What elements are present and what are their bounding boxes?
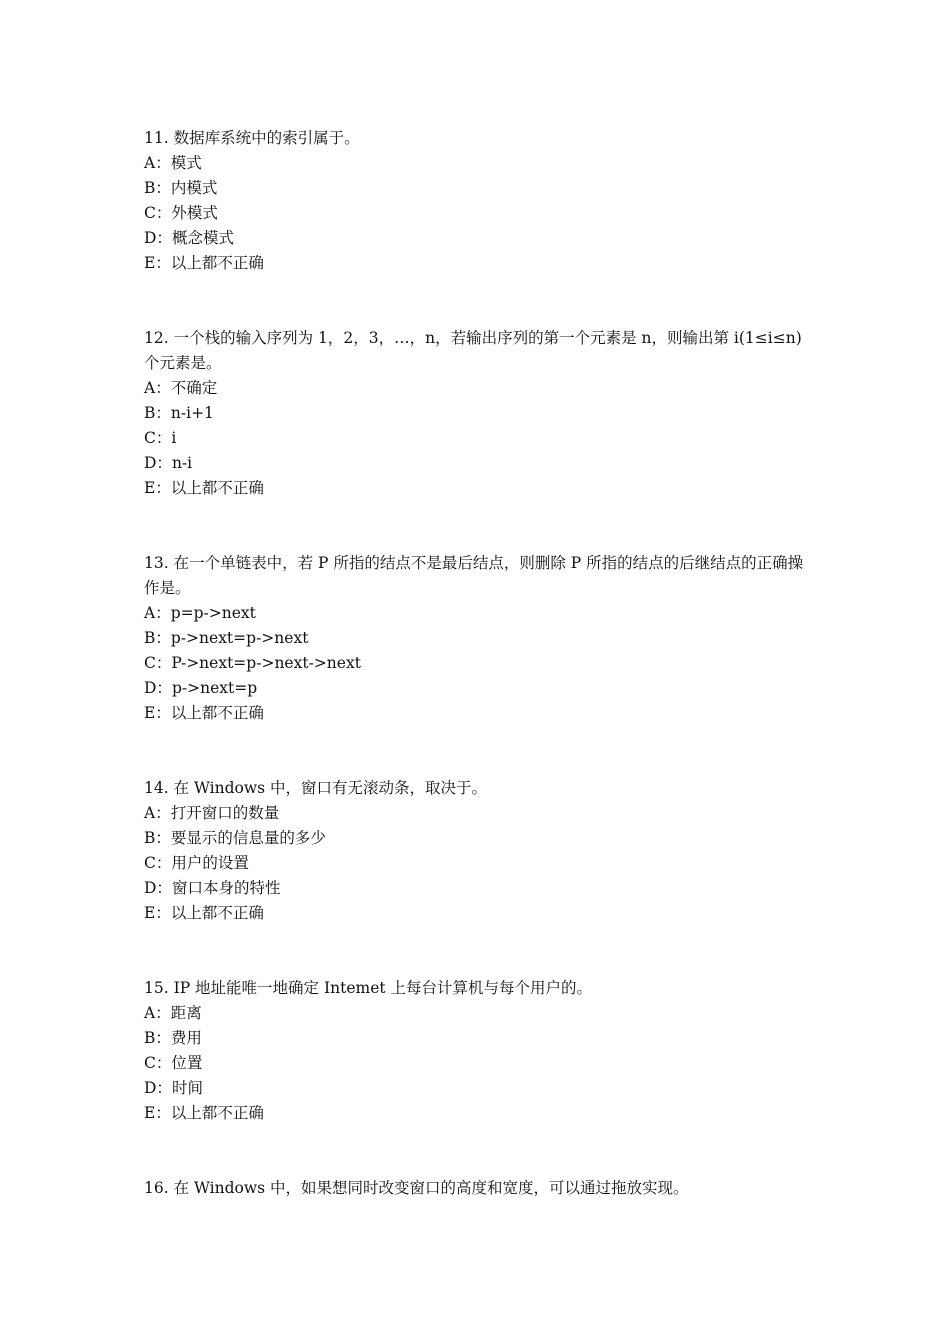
option-label: C： <box>144 429 172 447</box>
option-e <box>144 701 814 726</box>
option-a <box>144 1001 814 1026</box>
option-d <box>144 876 814 901</box>
option-label: D： <box>144 454 172 472</box>
option-label: E： <box>144 704 171 722</box>
option-e <box>144 251 814 276</box>
option-c <box>144 651 814 676</box>
option-e <box>144 476 814 501</box>
option-label: A： <box>144 379 171 397</box>
option-e <box>144 901 814 926</box>
option-text: 模式 <box>170 154 202 172</box>
option-label: D： <box>144 1079 172 1097</box>
option-text: 要显示的信息量的多少 <box>170 829 326 847</box>
option-text: 时间 <box>171 1079 203 1097</box>
option-d <box>144 226 814 251</box>
question-text: 11. 数据库系统中的索引属于。 <box>144 129 360 147</box>
option-label: E： <box>144 254 171 272</box>
option-b <box>144 1026 814 1051</box>
option-label: A： <box>144 604 171 622</box>
option-c <box>144 201 814 226</box>
option-d <box>144 676 814 701</box>
option-b <box>144 826 814 851</box>
option-text: 以上都不正确 <box>170 1104 264 1122</box>
option-label: B： <box>144 629 171 647</box>
question-text: 16. 在 Windows 中，如果想同时改变窗口的高度和宽度，可以通过拖放实现。 <box>144 1179 689 1197</box>
option-text: p->next=p <box>171 679 258 697</box>
option-b <box>144 176 814 201</box>
question-list <box>144 126 814 1201</box>
option-text: 以上都不正确 <box>170 704 264 722</box>
option-text: p=p->next <box>170 604 256 622</box>
option-text: 距离 <box>170 1004 202 1022</box>
option-label: C： <box>144 654 172 672</box>
option-label: B： <box>144 179 171 197</box>
option-c <box>144 851 814 876</box>
option-label: D： <box>144 879 172 897</box>
option-text: 打开窗口的数量 <box>170 804 280 822</box>
option-label: A： <box>144 1004 171 1022</box>
option-label: D： <box>144 679 172 697</box>
question-16 <box>144 1176 814 1201</box>
option-text: P->next=p->next->next <box>171 654 361 672</box>
option-text: i <box>171 429 177 447</box>
option-a <box>144 151 814 176</box>
option-label: B： <box>144 1029 171 1047</box>
option-a <box>144 601 814 626</box>
option-d <box>144 451 814 476</box>
question-11 <box>144 126 814 276</box>
option-text: 外模式 <box>171 204 218 222</box>
option-label: C： <box>144 1054 172 1072</box>
option-d <box>144 1076 814 1101</box>
option-label: D： <box>144 229 172 247</box>
option-text: 内模式 <box>170 179 218 197</box>
option-label: A： <box>144 154 171 172</box>
question-13 <box>144 551 814 726</box>
option-a <box>144 801 814 826</box>
option-text: 费用 <box>170 1029 202 1047</box>
option-text: 用户的设置 <box>171 854 249 872</box>
option-label: E： <box>144 1104 171 1122</box>
option-b <box>144 626 814 651</box>
option-text: 位置 <box>171 1054 203 1072</box>
option-b <box>144 401 814 426</box>
question-text: 12. 一个栈的输入序列为 1，2，3，…，n，若输出序列的第一个元素是 n，则输出第 i(1≤i≤n)个元素是。 <box>144 329 802 372</box>
option-label: E： <box>144 479 171 497</box>
option-e <box>144 1101 814 1126</box>
option-label: B： <box>144 829 171 847</box>
option-text: 不确定 <box>170 379 218 397</box>
question-text: 15. IP 地址能唯一地确定 Intemet 上每台计算机与每个用户的。 <box>144 979 593 997</box>
option-text: n-i+1 <box>170 404 214 422</box>
option-label: A： <box>144 804 171 822</box>
option-c <box>144 426 814 451</box>
question-text: 13. 在一个单链表中，若 P 所指的结点不是最后结点，则删除 P 所指的结点的后继结点的正确操作是。 <box>144 554 804 597</box>
option-label: C： <box>144 204 172 222</box>
option-text: n-i <box>171 454 193 472</box>
option-text: 以上都不正确 <box>170 904 264 922</box>
option-c <box>144 1051 814 1076</box>
option-text: 窗口本身的特性 <box>171 879 281 897</box>
option-label: C： <box>144 854 172 872</box>
question-15 <box>144 976 814 1126</box>
option-text: 以上都不正确 <box>170 479 264 497</box>
question-14 <box>144 776 814 926</box>
question-12 <box>144 326 814 501</box>
option-label: B： <box>144 404 171 422</box>
option-text: 以上都不正确 <box>170 254 264 272</box>
option-label: E： <box>144 904 171 922</box>
option-text: p->next=p->next <box>170 629 309 647</box>
option-a <box>144 376 814 401</box>
question-text: 14. 在 Windows 中，窗口有无滚动条，取决于。 <box>144 779 488 797</box>
option-text: 概念模式 <box>171 229 234 247</box>
